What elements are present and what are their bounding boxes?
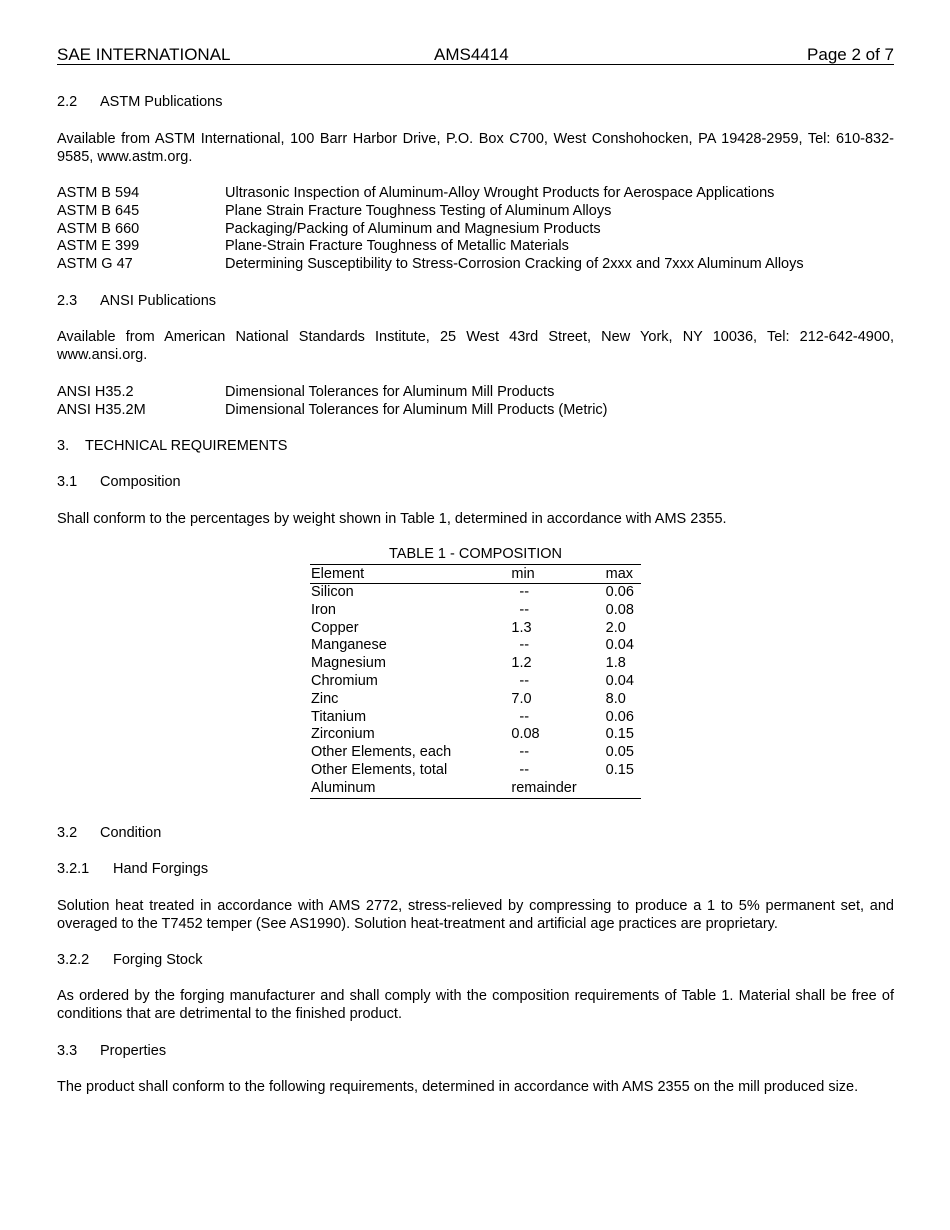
composition-paragraph: Shall conform to the percentages by weight shown in Table 1, determined in accordance with AMS 2355. — [57, 511, 727, 527]
section-heading-3-2 — [57, 824, 161, 842]
column-header-max: max — [606, 565, 641, 584]
column-header-element: Element — [310, 565, 511, 584]
forging-stock-paragraph: As ordered by the forging manufacturer and shall comply with the composition requirements of Table 1. Material shall be free of conditions that are detrimental to the finished product. — [57, 988, 894, 1022]
element-cell: Chromium — [311, 672, 378, 689]
table-row — [310, 637, 641, 655]
section-number: 2.3 — [57, 293, 78, 309]
section-heading-3 — [57, 437, 287, 455]
min-cell: remainder — [511, 779, 577, 796]
element-cell: Aluminum — [311, 779, 376, 796]
max-cell: 0.04 — [605, 672, 634, 689]
section-number: 3.2 — [57, 825, 78, 841]
max-cell: 1.8 — [605, 655, 626, 672]
min-cell: -- — [519, 584, 530, 600]
section-heading-3-3 — [57, 1042, 166, 1060]
reference-title: Plane-Strain Fracture Toughness of Metallic Materials — [225, 238, 569, 255]
min-cell: 0.08 — [511, 726, 540, 743]
section-title: ASTM Publications — [100, 94, 223, 110]
reference-row — [57, 184, 894, 202]
composition-table — [310, 564, 641, 799]
table-row — [310, 709, 641, 727]
reference-row — [57, 401, 894, 419]
reference-row — [57, 383, 894, 401]
table-caption: TABLE 1 - COMPOSITION — [389, 546, 562, 562]
table-row — [310, 744, 641, 762]
header-org: SAE INTERNATIONAL — [57, 45, 231, 64]
table-row — [310, 584, 641, 602]
table-row — [310, 726, 641, 744]
section-heading-2-2 — [57, 93, 223, 111]
element-cell: Other Elements, each — [311, 744, 452, 761]
section-heading-3-2-1 — [57, 860, 208, 878]
table-row — [310, 762, 641, 780]
page-header — [57, 44, 894, 65]
element-cell: Copper — [311, 619, 359, 636]
element-cell: Titanium — [311, 708, 367, 725]
reference-code: ANSI H35.2 — [57, 384, 134, 400]
ansi-availability-paragraph: Available from American National Standards Institute, 25 West 43rd Street, New York, NY 10036, Tel: 212-642-4900, www.ansi.org. — [57, 329, 894, 363]
table-row — [310, 780, 641, 798]
astm-reference-list — [57, 184, 894, 273]
section-title: Condition — [100, 825, 162, 841]
properties-paragraph: The product shall conform to the following requirements, determined in accordance with AMS 2355 on the mill produced size. — [57, 1079, 859, 1095]
element-cell: Zirconium — [311, 726, 375, 743]
section-number: 3. — [57, 438, 70, 454]
table-row — [310, 673, 641, 691]
min-cell: 1.2 — [511, 655, 532, 672]
section-number: 3.1 — [57, 474, 78, 490]
reference-row — [57, 237, 894, 255]
composition-table-block — [310, 544, 641, 799]
min-cell: -- — [519, 744, 530, 761]
reference-code: ASTM E 399 — [57, 238, 140, 255]
hand-forgings-paragraph: Solution heat treated in accordance with AMS 2772, stress-relieved by compressing to produce a 1 to 5% permanent set, and overaged to the T7452 temper (See AS1990). Solution heat-treatment and artificial age practices are proprietary. — [57, 898, 894, 932]
reference-code: ANSI H35.2M — [57, 401, 146, 418]
min-cell: -- — [519, 601, 530, 618]
table-header-row — [310, 565, 641, 584]
max-cell: 8.0 — [605, 690, 626, 707]
max-cell — [606, 780, 641, 798]
min-cell: -- — [519, 761, 530, 778]
max-cell: 0.05 — [605, 744, 634, 761]
reference-code: ASTM B 660 — [57, 220, 140, 237]
min-cell: 7.0 — [511, 690, 532, 707]
max-cell: 0.06 — [605, 708, 634, 725]
section-title: TECHNICAL REQUIREMENTS — [85, 438, 288, 454]
header-doc-number: AMS4414 — [434, 45, 509, 64]
section-title: Forging Stock — [113, 952, 203, 968]
section-number: 3.2.2 — [57, 952, 90, 968]
reference-row — [57, 255, 894, 273]
min-cell: -- — [519, 708, 530, 725]
reference-title: Packaging/Packing of Aluminum and Magnesium Products — [225, 220, 601, 237]
max-cell: 0.06 — [605, 584, 634, 600]
header-page-number: Page 2 of 7 — [807, 45, 894, 64]
reference-title: Determining Susceptibility to Stress-Corrosion Cracking of 2xxx and 7xxx Aluminum Alloys — [225, 256, 804, 273]
reference-code: ASTM B 645 — [57, 202, 140, 219]
reference-title: Plane Strain Fracture Toughness Testing of Aluminum Alloys — [225, 202, 612, 219]
section-heading-2-3 — [57, 292, 216, 310]
max-cell: 2.0 — [605, 619, 626, 636]
min-cell: 1.3 — [511, 619, 532, 636]
section-number: 2.2 — [57, 94, 78, 110]
reference-title: Ultrasonic Inspection of Aluminum-Alloy Wrought Products for Aerospace Applications — [225, 185, 775, 201]
max-cell: 0.15 — [605, 761, 634, 778]
section-heading-3-1 — [57, 473, 181, 491]
element-cell: Manganese — [311, 637, 387, 654]
section-number: 3.2.1 — [57, 861, 90, 877]
reference-code: ASTM G 47 — [57, 256, 133, 273]
table-row — [310, 602, 641, 620]
reference-title: Dimensional Tolerances for Aluminum Mill Products (Metric) — [225, 401, 608, 418]
section-title: Hand Forgings — [113, 861, 209, 877]
section-number: 3.3 — [57, 1043, 78, 1059]
table-row — [310, 655, 641, 673]
document-page — [57, 44, 894, 1095]
section-title: Properties — [100, 1043, 167, 1059]
element-cell: Other Elements, total — [311, 761, 448, 778]
ansi-reference-list — [57, 383, 894, 419]
astm-availability-paragraph: Available from ASTM International, 100 Barr Harbor Drive, P.O. Box C700, West Conshohocken, PA 19428-2959, Tel: 610-832-9585, www.astm.org. — [57, 131, 894, 165]
min-cell: -- — [519, 637, 530, 654]
element-cell: Magnesium — [311, 655, 386, 672]
section-title: ANSI Publications — [100, 293, 217, 309]
column-header-min: min — [511, 565, 605, 584]
element-cell: Zinc — [311, 690, 339, 707]
max-cell: 0.08 — [605, 601, 634, 618]
reference-code: ASTM B 594 — [57, 185, 140, 201]
reference-row — [57, 220, 894, 238]
min-cell: -- — [519, 672, 530, 689]
table-row — [310, 691, 641, 709]
element-cell: Silicon — [311, 584, 354, 600]
section-title: Composition — [100, 474, 181, 490]
max-cell: 0.04 — [605, 637, 634, 654]
table-row — [310, 620, 641, 638]
section-heading-3-2-2 — [57, 951, 202, 969]
reference-row — [57, 202, 894, 220]
reference-title: Dimensional Tolerances for Aluminum Mill Products — [225, 384, 555, 400]
max-cell: 0.15 — [605, 726, 634, 743]
element-cell: Iron — [311, 601, 336, 618]
